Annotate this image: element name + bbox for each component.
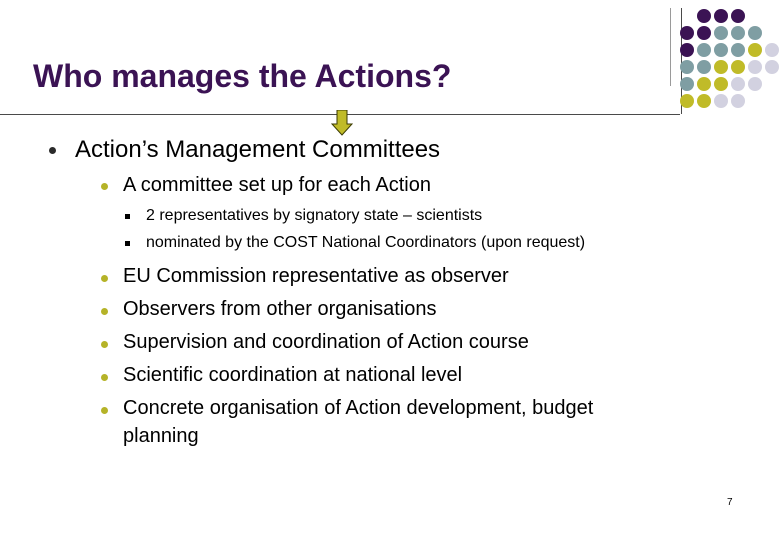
grid-dot <box>714 26 728 40</box>
grid-dot <box>680 43 694 57</box>
level1-heading: Action’s Management Committees <box>75 136 441 163</box>
bullet-square <box>125 214 130 219</box>
grid-dot <box>731 43 745 57</box>
grid-dot <box>714 94 728 108</box>
grid-dot <box>731 60 745 74</box>
level3-item: nominated by the COST National Coordinators (upon request) <box>146 234 586 251</box>
grid-dot <box>731 9 745 23</box>
bullet-dot <box>101 407 108 414</box>
bullet-dot <box>101 341 108 348</box>
level3-item: 2 representatives by signatory state – scientists <box>146 207 483 224</box>
grid-dot <box>697 60 711 74</box>
level2-item-continuation: planning <box>123 425 199 447</box>
grid-dot <box>680 77 694 91</box>
grid-dot <box>697 26 711 40</box>
bullet-dot <box>101 275 108 282</box>
grid-dot <box>748 43 762 57</box>
grid-dot <box>697 9 711 23</box>
grid-dot <box>714 43 728 57</box>
grid-dot <box>680 26 694 40</box>
grid-dot <box>731 26 745 40</box>
grid-dot <box>697 43 711 57</box>
divider-line <box>670 8 671 86</box>
down-arrow-icon <box>331 110 353 136</box>
grid-dot <box>748 77 762 91</box>
grid-dot <box>765 43 779 57</box>
level2-item: EU Commission representative as observer <box>123 265 509 287</box>
bullet-dot <box>101 374 108 381</box>
grid-dot <box>748 26 762 40</box>
bullet-dot <box>101 183 108 190</box>
grid-dot <box>697 94 711 108</box>
bullet-square <box>125 241 130 246</box>
slide-title: Who manages the Actions? <box>33 58 452 94</box>
grid-dot <box>714 60 728 74</box>
bullet-dot <box>49 147 56 154</box>
grid-dot <box>765 60 779 74</box>
level2-item: Supervision and coordination of Action course <box>123 331 529 353</box>
page-number: 7 <box>727 497 733 508</box>
bullet-dot <box>101 308 108 315</box>
grid-dot <box>731 94 745 108</box>
grid-dot <box>714 77 728 91</box>
grid-dot <box>680 60 694 74</box>
grid-dot <box>680 94 694 108</box>
level2-item: A committee set up for each Action <box>123 174 431 196</box>
level2-item: Concrete organisation of Action development, budget <box>123 397 594 419</box>
grid-dot <box>697 77 711 91</box>
grid-dot <box>714 9 728 23</box>
level2-item: Scientific coordination at national level <box>123 364 463 386</box>
level2-item: Observers from other organisations <box>123 298 437 320</box>
grid-dot <box>748 60 762 74</box>
grid-dot <box>731 77 745 91</box>
